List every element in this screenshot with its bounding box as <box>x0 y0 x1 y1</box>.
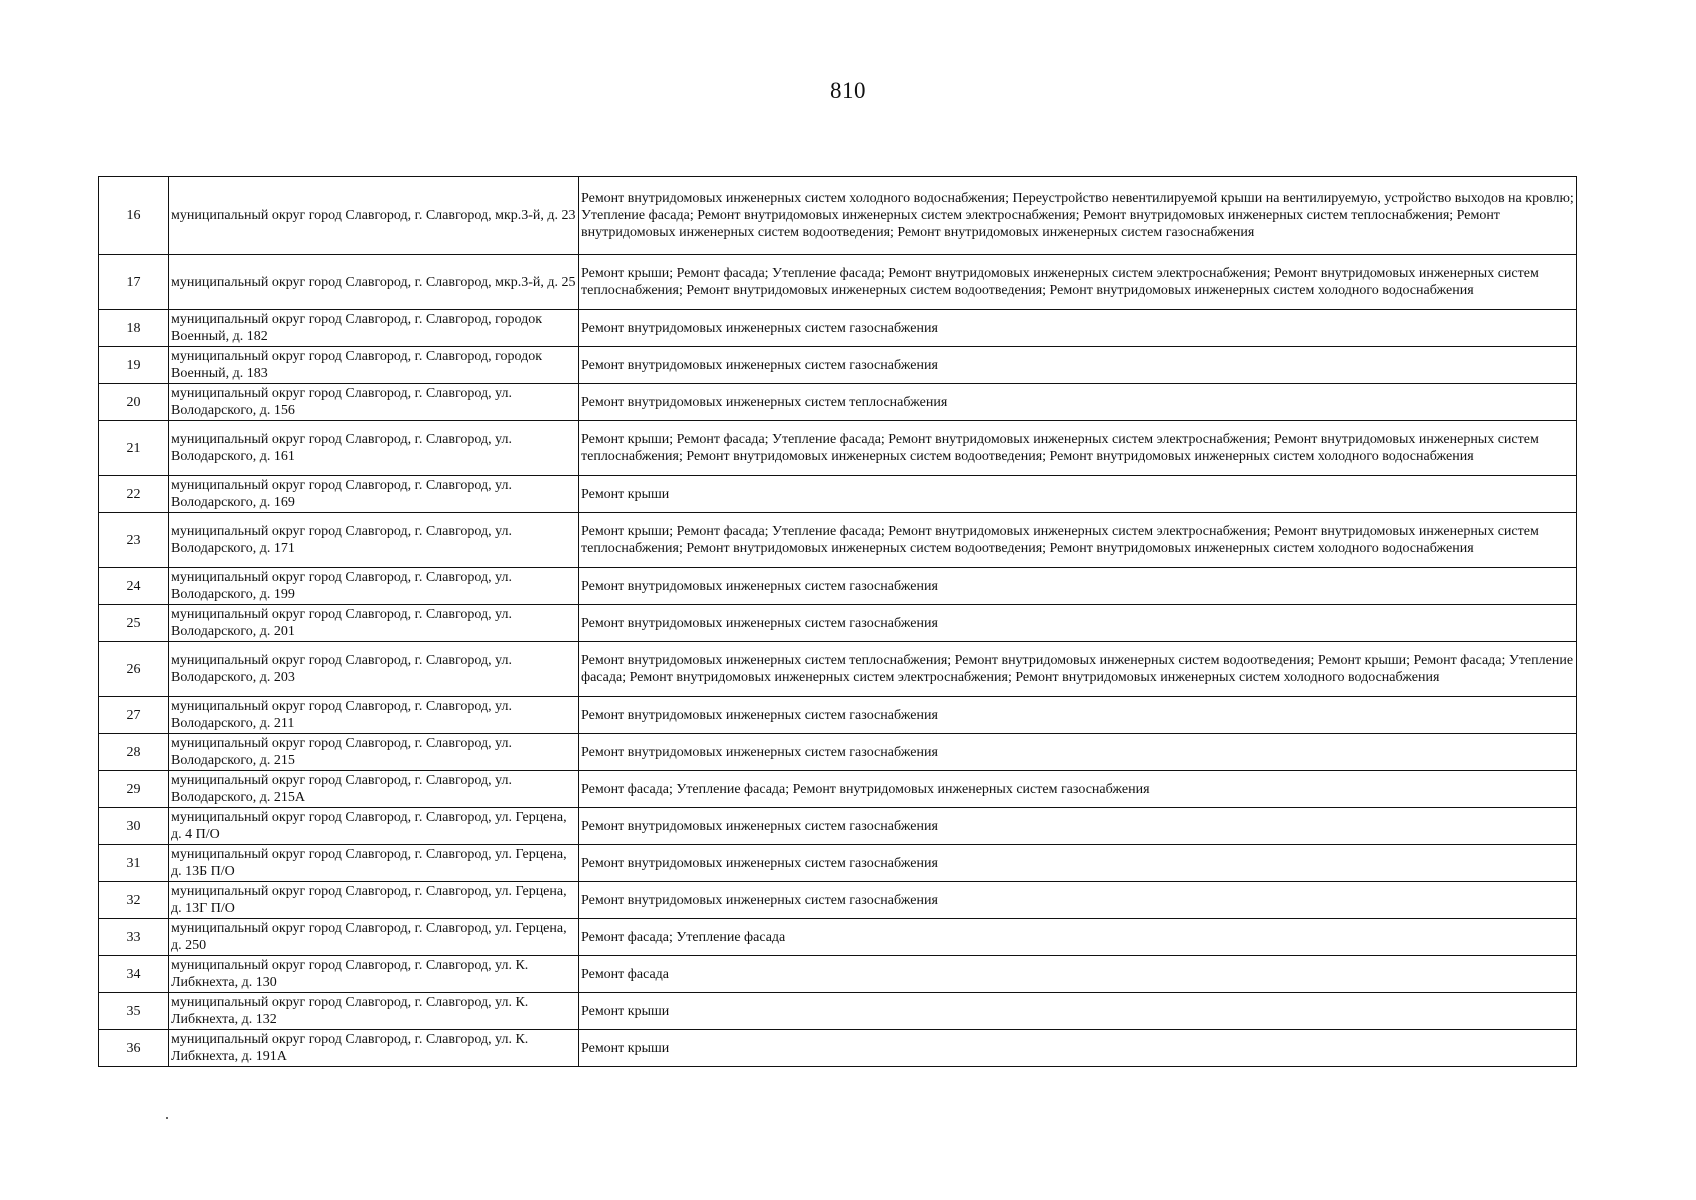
row-address: муниципальный округ город Славгород, г. Славгород, ул. Герцена, д. 4 П/О <box>169 808 579 845</box>
table-row <box>99 568 1577 605</box>
row-works: Ремонт крыши; Ремонт фасада; Утепление фасада; Ремонт внутридомовых инженерных систем электроснабжения; Ремонт внутридомовых инженерных систем теплоснабжения; Ремонт внутридомовых инженерных систем водоотведения; Ремонт внутридомовых инженерных систем холодного водоснабжения <box>579 421 1577 476</box>
row-works: Ремонт внутридомовых инженерных систем газоснабжения <box>579 845 1577 882</box>
row-number: 20 <box>99 384 169 421</box>
row-works: Ремонт крыши <box>579 993 1577 1030</box>
row-address: муниципальный округ город Славгород, г. Славгород, ул. Герцена, д. 13Б П/О <box>169 845 579 882</box>
row-address: муниципальный округ город Славгород, г. Славгород, ул. Володарского, д. 169 <box>169 476 579 513</box>
row-works: Ремонт внутридомовых инженерных систем теплоснабжения; Ремонт внутридомовых инженерных систем водоотведения; Ремонт крыши; Ремонт фасада; Утепление фасада; Ремонт внутридомовых инженерных систем электроснабжения; Ремонт внутридомовых инженерных систем холодного водоснабжения <box>579 642 1577 697</box>
table-row <box>99 605 1577 642</box>
table-row <box>99 808 1577 845</box>
row-works: Ремонт крыши; Ремонт фасада; Утепление фасада; Ремонт внутридомовых инженерных систем электроснабжения; Ремонт внутридомовых инженерных систем теплоснабжения; Ремонт внутридомовых инженерных систем водоотведения; Ремонт внутридомовых инженерных систем холодного водоснабжения <box>579 255 1577 310</box>
table-row <box>99 421 1577 476</box>
table-row <box>99 993 1577 1030</box>
row-number: 25 <box>99 605 169 642</box>
row-number: 33 <box>99 919 169 956</box>
row-number: 24 <box>99 568 169 605</box>
row-works: Ремонт внутридомовых инженерных систем газоснабжения <box>579 605 1577 642</box>
row-number: 19 <box>99 347 169 384</box>
table-row <box>99 347 1577 384</box>
row-address: муниципальный округ город Славгород, г. Славгород, городок Военный, д. 182 <box>169 310 579 347</box>
row-address: муниципальный округ город Славгород, г. Славгород, ул. К. Либкнехта, д. 132 <box>169 993 579 1030</box>
row-works: Ремонт фасада <box>579 956 1577 993</box>
row-works: Ремонт фасада; Утепление фасада <box>579 919 1577 956</box>
table-row <box>99 1030 1577 1067</box>
table-row <box>99 255 1577 310</box>
table-row <box>99 771 1577 808</box>
row-number: 26 <box>99 642 169 697</box>
row-address: муниципальный округ город Славгород, г. Славгород, ул. Володарского, д. 211 <box>169 697 579 734</box>
row-address: муниципальный округ город Славгород, г. Славгород, городок Военный, д. 183 <box>169 347 579 384</box>
table-row <box>99 642 1577 697</box>
row-address: муниципальный округ город Славгород, г. Славгород, ул. К. Либкнехта, д. 191А <box>169 1030 579 1067</box>
row-number: 30 <box>99 808 169 845</box>
row-works: Ремонт крыши; Ремонт фасада; Утепление фасада; Ремонт внутридомовых инженерных систем электроснабжения; Ремонт внутридомовых инженерных систем теплоснабжения; Ремонт внутридомовых инженерных систем водоотведения; Ремонт внутридомовых инженерных систем холодного водоснабжения <box>579 513 1577 568</box>
row-number: 22 <box>99 476 169 513</box>
row-number: 36 <box>99 1030 169 1067</box>
row-address: муниципальный округ город Славгород, г. Славгород, ул. Володарского, д. 171 <box>169 513 579 568</box>
table-row <box>99 956 1577 993</box>
row-number: 31 <box>99 845 169 882</box>
row-works: Ремонт внутридомовых инженерных систем газоснабжения <box>579 882 1577 919</box>
table-row <box>99 845 1577 882</box>
row-address: муниципальный округ город Славгород, г. Славгород, ул. Володарского, д. 161 <box>169 421 579 476</box>
scan-speck <box>166 1117 168 1119</box>
row-address: муниципальный округ город Славгород, г. Славгород, ул. Володарского, д. 215А <box>169 771 579 808</box>
row-address: муниципальный округ город Славгород, г. Славгород, ул. Володарского, д. 156 <box>169 384 579 421</box>
row-works: Ремонт внутридомовых инженерных систем газоснабжения <box>579 697 1577 734</box>
row-works: Ремонт фасада; Утепление фасада; Ремонт внутридомовых инженерных систем газоснабжения <box>579 771 1577 808</box>
row-works: Ремонт внутридомовых инженерных систем теплоснабжения <box>579 384 1577 421</box>
table-row <box>99 513 1577 568</box>
repair-works-table <box>98 176 1577 1067</box>
row-works: Ремонт внутридомовых инженерных систем газоснабжения <box>579 310 1577 347</box>
row-address: муниципальный округ город Славгород, г. Славгород, ул. Володарского, д. 201 <box>169 605 579 642</box>
page-number: 810 <box>830 78 866 103</box>
row-number: 17 <box>99 255 169 310</box>
table-row <box>99 384 1577 421</box>
row-works: Ремонт крыши <box>579 476 1577 513</box>
row-number: 18 <box>99 310 169 347</box>
table-row <box>99 697 1577 734</box>
row-works: Ремонт крыши <box>579 1030 1577 1067</box>
row-number: 29 <box>99 771 169 808</box>
row-address: муниципальный округ город Славгород, г. Славгород, ул. Володарского, д. 215 <box>169 734 579 771</box>
row-works: Ремонт внутридомовых инженерных систем газоснабжения <box>579 808 1577 845</box>
row-works: Ремонт внутридомовых инженерных систем газоснабжения <box>579 347 1577 384</box>
row-number: 21 <box>99 421 169 476</box>
table-row <box>99 310 1577 347</box>
row-number: 16 <box>99 177 169 255</box>
table-row <box>99 177 1577 255</box>
row-address: муниципальный округ город Славгород, г. Славгород, мкр.3-й, д. 23 <box>169 177 579 255</box>
row-address: муниципальный округ город Славгород, г. Славгород, мкр.3-й, д. 25 <box>169 255 579 310</box>
row-number: 34 <box>99 956 169 993</box>
row-address: муниципальный округ город Славгород, г. Славгород, ул. Володарского, д. 203 <box>169 642 579 697</box>
table-row <box>99 734 1577 771</box>
row-number: 28 <box>99 734 169 771</box>
row-works: Ремонт внутридомовых инженерных систем холодного водоснабжения; Переустройство невентилируемой крыши на вентилируемую, устройство выходов на кровлю; Утепление фасада; Ремонт внутридомовых инженерных систем электроснабжения; Ремонт внутридомовых инженерных систем теплоснабжения; Ремонт внутридомовых инженерных систем водоотведения; Ремонт внутридомовых инженерных систем газоснабжения <box>579 177 1577 255</box>
row-works: Ремонт внутридомовых инженерных систем газоснабжения <box>579 568 1577 605</box>
row-number: 32 <box>99 882 169 919</box>
row-number: 35 <box>99 993 169 1030</box>
table-row <box>99 882 1577 919</box>
row-address: муниципальный округ город Славгород, г. Славгород, ул. К. Либкнехта, д. 130 <box>169 956 579 993</box>
table-row <box>99 919 1577 956</box>
row-works: Ремонт внутридомовых инженерных систем газоснабжения <box>579 734 1577 771</box>
row-number: 23 <box>99 513 169 568</box>
row-address: муниципальный округ город Славгород, г. Славгород, ул. Герцена, д. 250 <box>169 919 579 956</box>
row-number: 27 <box>99 697 169 734</box>
row-address: муниципальный округ город Славгород, г. Славгород, ул. Герцена, д. 13Г П/О <box>169 882 579 919</box>
table-row <box>99 476 1577 513</box>
row-address: муниципальный округ город Славгород, г. Славгород, ул. Володарского, д. 199 <box>169 568 579 605</box>
